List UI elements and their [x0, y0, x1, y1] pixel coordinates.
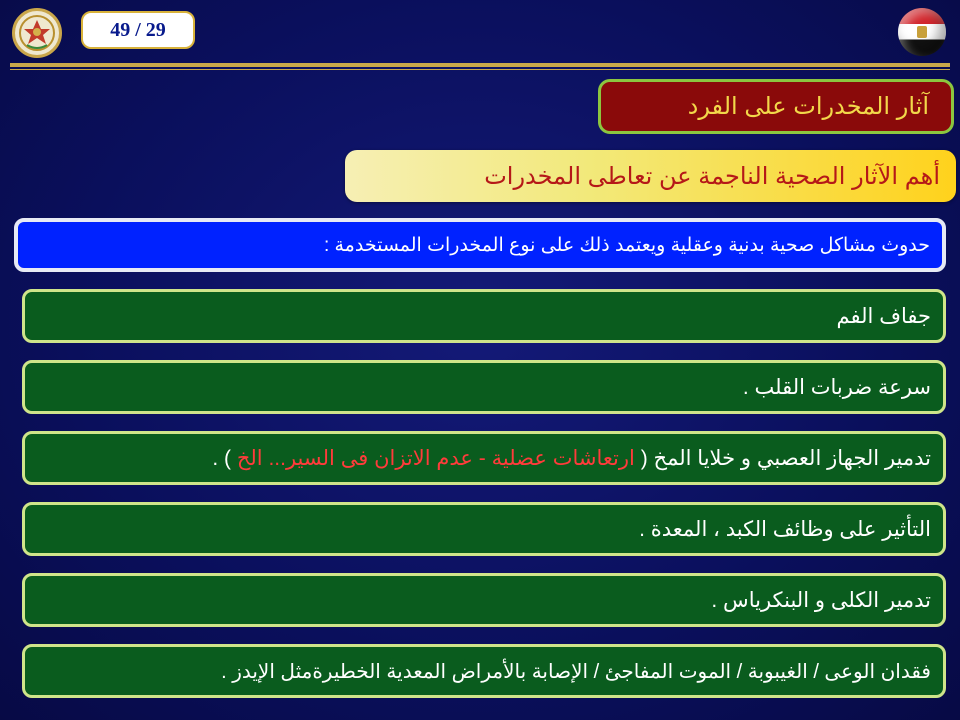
list-item-text: تدمير الكلى و البنكرياس .	[711, 588, 931, 612]
list-item-highlight: ارتعاشات عضلية - عدم الاتزان فى السير... الخ	[236, 446, 635, 470]
page-indicator: 49 / 29	[81, 11, 195, 49]
egypt-flag-icon	[898, 8, 946, 56]
emblem-icon	[12, 8, 62, 58]
slide-title-text: آثار المخدرات على الفرد	[687, 93, 929, 120]
list-item-suffix: ) .	[212, 446, 231, 470]
list-item-text	[212, 446, 931, 471]
list-item	[22, 573, 946, 627]
list-item	[22, 289, 946, 343]
slide-subtitle-text: أهم الآثار الصحية الناجمة عن تعاطى المخدرات	[484, 162, 940, 190]
list-item-prefix: تدمير الجهاز العصبي و خلايا المخ (	[640, 446, 931, 470]
list-item-text: فقدان الوعى / الغيبوبة / الموت المفاجئ / الإصابة بالأمراض المعدية الخطيرةمثل الإيدز .	[221, 660, 931, 683]
header-divider-thin	[10, 69, 950, 70]
slide-subtitle	[345, 150, 956, 202]
list-item-text: جفاف الفم	[836, 304, 931, 328]
slide-title	[598, 79, 954, 134]
list-item	[22, 431, 946, 485]
list-item	[22, 360, 946, 414]
list-item	[22, 644, 946, 698]
list-item	[22, 502, 946, 556]
intro-text: حدوث مشاكل صحية بدنية وعقلية ويعتمد ذلك على نوع المخدرات المستخدمة :	[323, 234, 930, 256]
intro-statement	[14, 218, 946, 272]
list-item-text: سرعة ضربات القلب .	[742, 375, 931, 399]
header-divider	[10, 63, 950, 67]
list-item-text: التأثير على وظائف الكبد ، المعدة .	[639, 517, 931, 541]
